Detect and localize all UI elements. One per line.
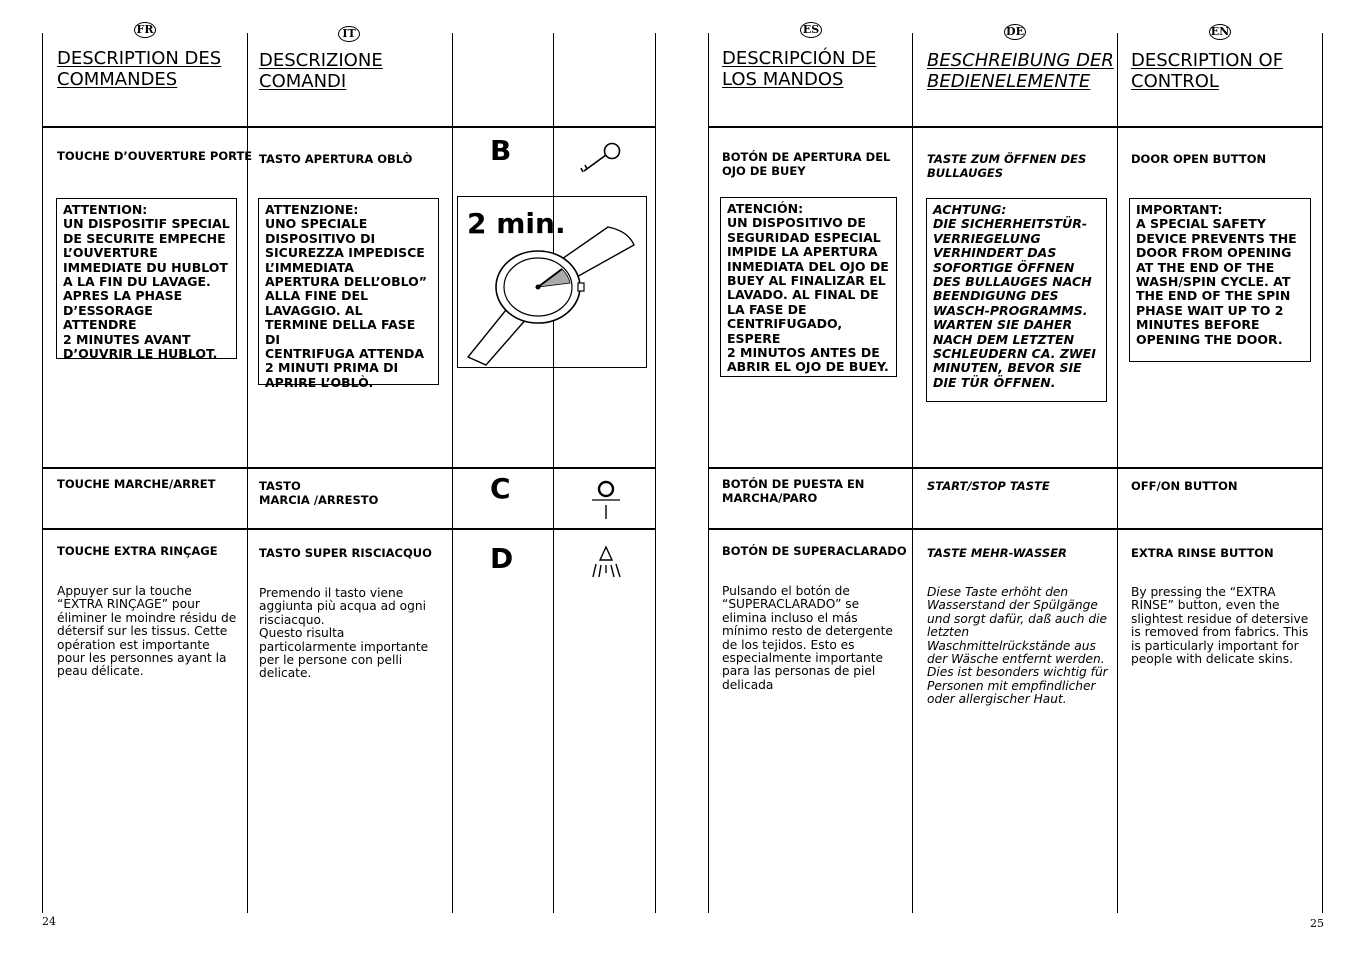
key-letter-d: D: [490, 542, 514, 575]
start-button-label-es: BOTÓN DE PUESTA EN MARCHA/PARO: [722, 477, 865, 505]
door-button-label-it: TASTO APERTURA OBLÒ: [259, 152, 413, 166]
rinse-description-it: Premendo il tasto viene aggiunta più acqua ad ogni risciacquo. Questo risulta particolarmente importante per le persone con pelli delicate.: [259, 586, 429, 681]
column-divider: [247, 33, 248, 913]
key-icon: [578, 140, 624, 176]
language-badge-es: ES: [800, 22, 822, 38]
page-number-left: 24: [42, 915, 56, 928]
start-button-label-it: TASTO MARCIA /ARRESTO: [259, 479, 379, 507]
rinse-description-fr: Appuyer sur la touche “EXTRA RINÇAGE” pour éliminer le moindre résidu de détersif sur les tissus. Cette opération est importante pour les personnes ayant la peau délicate.: [57, 584, 237, 679]
rinse-button-label-de: TASTE MEHR-WASSER: [927, 546, 1067, 560]
heading-it: DESCRIZIONE COMANDI: [259, 50, 383, 92]
rinse-description-es: Pulsando el botón de “SUPERACLARADO” se elimina incluso el más mínimo resto de detergente de los tejidos. Esto es especialmente importante para las personas de piel delicada: [722, 584, 893, 692]
heading-es: DESCRIPCIÓN DE LOS MANDOS: [722, 48, 877, 90]
watch-illustration: [457, 196, 647, 368]
door-button-label-en: DOOR OPEN BUTTON: [1131, 152, 1267, 166]
door-warning-box-en: IMPORTANT: A SPECIAL SAFETY DEVICE PREVENTS THE DOOR FROM OPENING AT THE END OF THE WASH/SPIN CYCLE. AT THE END OF THE SPIN PHASE WAIT UP TO 2 MINUTES BEFORE OPENING THE DOOR.: [1129, 198, 1311, 362]
water-drops-icon: [588, 544, 624, 580]
row-divider: [708, 126, 1323, 128]
language-badge-fr: FR: [134, 22, 156, 38]
language-badge-it: IT: [338, 26, 360, 42]
language-badge-de: DE: [1004, 24, 1026, 40]
rinse-button-label-es: BOTÓN DE SUPERACLARADO: [722, 544, 907, 558]
door-button-label-de: TASTE ZUM ÖFFNEN DES BULLAUGES: [927, 152, 1087, 180]
on-off-icon: [590, 478, 622, 522]
row-divider: [708, 528, 1323, 530]
heading-fr: DESCRIPTION DES COMMANDES: [57, 48, 222, 90]
column-divider: [553, 33, 554, 913]
column-divider: [912, 33, 913, 913]
column-divider: [1322, 33, 1323, 913]
column-divider: [1117, 33, 1118, 913]
rinse-description-de: Diese Taste erhöht den Wasserstand der Spülgänge und sorgt dafür, daß auch die letzten Waschmittelrückstände aus der Wäsche entfernt werden. Dies ist besonders wichtig für Personen mit empfindlicher oder allergischer Haut.: [927, 585, 1108, 707]
column-divider: [708, 33, 709, 913]
column-divider: [655, 33, 656, 913]
rinse-button-label-fr: TOUCHE EXTRA RINÇAGE: [57, 544, 218, 558]
door-warning-box-es: ATENCIÓN: UN DISPOSITIVO DE SEGURIDAD ESPECIAL IMPIDE LA APERTURA INMEDIATA DEL OJO DE BUEY AL FINALIZAR EL LAVADO. AL FINAL DE LA FASE DE CENTRIFUGADO, ESPERE 2 MINUTOS ANTES DE ABRIR EL OJO DE BUEY.: [720, 197, 897, 377]
heading-de: BESCHREIBUNG DER BEDIENELEMENTE: [927, 50, 1114, 92]
key-letter-c: C: [490, 472, 511, 505]
row-divider: [42, 467, 655, 469]
row-divider: [708, 467, 1323, 469]
page-number-right: 25: [1310, 917, 1324, 930]
row-divider: [42, 126, 655, 128]
door-warning-box-fr: ATTENTION: UN DISPOSITIF SPECIAL DE SECURITE EMPECHE L’OUVERTURE IMMEDIATE DU HUBLOT A LA FIN DU LAVAGE. APRES LA PHASE D’ESSORAGE ATTENDRE 2 MINUTES AVANT D’OUVRIR LE HUBLOT.: [56, 198, 237, 359]
watch-icon: [458, 197, 646, 367]
key-letter-b: B: [490, 134, 512, 167]
door-warning-box-it: ATTENZIONE: UNO SPECIALE DISPOSITIVO DI SICUREZZA IMPEDISCE L’IMMEDIATA APERTURA DELL’OBLO” ALLA FINE DEL LAVAGGIO. AL TERMINE DELLA FASE DI CENTRIFUGA ATTENDA 2 MINUTI PRIMA DI APRIRE L’OBLÒ.: [258, 198, 439, 385]
door-warning-box-de: ACHTUNG: DIE SICHERHEITSTÜR- VERRIEGELUNG VERHINDERT DAS SOFORTIGE ÖFFNEN DES BULLAUGES NACH BEENDIGUNG DES WASCH-PROGRAMMS. WARTEN SIE DAHER NACH DEM LETZTEN SCHLEUDERN CA. ZWEI MINUTEN, BEVOR SIE DIE TÜR ÖFFNEN.: [926, 198, 1107, 402]
column-divider: [42, 33, 43, 913]
heading-en: DESCRIPTION OF CONTROL: [1131, 50, 1284, 92]
start-button-label-en: OFF/ON BUTTON: [1131, 479, 1238, 493]
wait-time-label: 2 min.: [467, 207, 566, 240]
language-badge-en: EN: [1210, 25, 1230, 38]
start-button-label-fr: TOUCHE MARCHE/ARRET: [57, 477, 216, 491]
row-divider: [42, 528, 655, 530]
rinse-button-label-en: EXTRA RINSE BUTTON: [1131, 546, 1274, 560]
start-button-label-de: START/STOP TASTE: [927, 479, 1050, 493]
column-divider: [452, 33, 453, 913]
door-button-label-fr: TOUCHE D’OUVERTURE PORTE: [57, 149, 253, 163]
door-button-label-es: BOTÓN DE APERTURA DEL OJO DE BUEY: [722, 150, 891, 178]
rinse-description-en: By pressing the “EXTRA RINSE” button, even the slightest residue of detersive is removed from fabrics. This is particularly important for people with delicate skins.: [1131, 585, 1309, 667]
rinse-button-label-it: TASTO SUPER RISCIACQUO: [259, 546, 432, 560]
